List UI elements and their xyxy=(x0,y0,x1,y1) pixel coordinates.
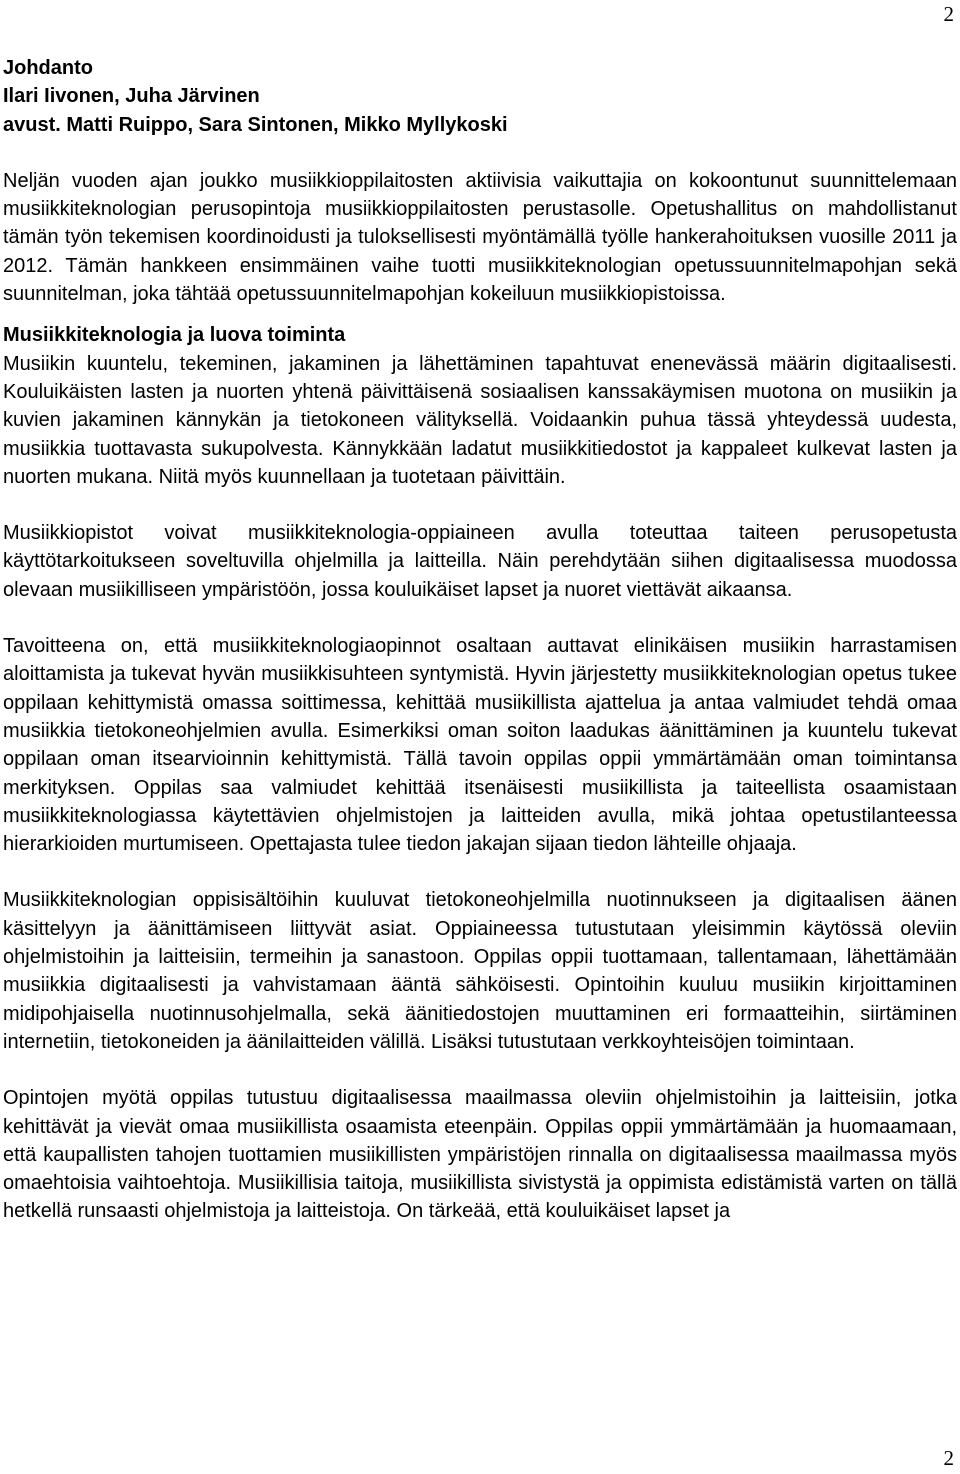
page-number-top: 2 xyxy=(943,2,954,26)
intro-paragraph: Neljän vuoden ajan joukko musiikkioppilaitosten aktiivisia vaikuttajia on kokoontunut suunnittelemaan musiikkiteknologian perusopintoja musiikkioppilaitosten perustasolle. Opetushallitus on mahdollistanut tämän työn tekemisen koordinoidusti ja tuloksellisesti myöntämällä työlle hankerahoituksen vuosille 2011 ja 2012. Tämän hankkeen ensimmäinen vaihe tuotti musiikkiteknologian opetussuunnitelmapohjan sekä suunnitelman, joka tähtää opetussuunnitelmapohjan kokeiluun musiikkiopistoissa. xyxy=(3,169,957,306)
page-number-bottom: 2 xyxy=(943,1446,954,1470)
document-title: Johdanto xyxy=(3,57,93,79)
body-paragraph-5: Opintojen myötä oppilas tutustuu digitaalisessa maailmassa oleviin ohjelmistoihin ja laitteisiin, jotka kehittävät ja vievät omaa musiikillista osaamista eteenpäin. Oppilas oppii ymmärtämään ja huomaamaan, että kaupallisten tahojen tuottamien musiikillisten ympäristöjen rinnalla on digitaalisessa maailmassa myös omaehtoisia vaihtoehtoja. Musiikillisia taitoja, musiikillista sivistystä ja oppimista edistämistä varten on tällä hetkellä runsaasti ohjelmistoja ja laitteistoja. On tärkeää, että kouluikäiset lapset ja xyxy=(3,1087,957,1223)
document-assistants: avust. Matti Ruippo, Sara Sintonen, Mikko Myllykoski xyxy=(3,113,508,136)
body-paragraph-3: Tavoitteena on, että musiikkiteknologiaopinnot osaltaan auttavat elinikäisen musiikin harrastamisen aloittamista ja tukevat hyvän musiikkisuhteen syntymistä. Hyvin järjestetty musiikkiteknologian opetus tukee oppilaan kehittymistä omassa soittimessa, kehittää musiikillista ajattelua ja antaa valmiudet tehdä omaa musiikkia tietokoneohjelmien avulla. Esimerkiksi oman soiton laadukas äänittäminen ja kuuntelu tukevat oppilaan oman itsearvioinnin kehittymistä. Tällä tavoin oppilas oppii ymmärtämään oman toimintansa merkityksen. Oppilas saa valmiudet kehittää itsenäisesti musiikillista ja taiteellista osaamistaan musiikkiteknologiassa käytettävien ohjelmistojen ja laitteiden avulla, mikä johtaa opetustilanteessa hierarkioiden murtumiseen. Opettajasta tulee tiedon jakajan sijaan tiedon lähteille ohjaaja. xyxy=(3,635,957,856)
section-heading: Musiikkiteknologia ja luova toiminta xyxy=(3,324,346,347)
body-paragraph-4: Musiikkiteknologian oppisisältöihin kuuluvat tietokoneohjelmilla nuotinnukseen ja digitaalisen äänen käsittelyyn ja äänittämiseen liittyvät asiat. Oppiaineessa tutustutaan yleisimmin käytössä oleviin ohjelmistoihin ja laitteisiin, termeihin ja sanastoon. Oppilas oppii tuottamaan, tallentamaan, lähettämään musiikkia digitaalisesti ja vahvistamaan ääntä sähköisesti. Opintoihin kuuluu musiikin kirjoittaminen midipohjaisella nuotinnusohjelmalla, sekä äänitiedostojen muuttaminen eri formaatteihin, siirtäminen internetiin, tietokoneiden ja äänilaitteiden välillä. Lisäksi tutustutaan verkkoyhteisöjen toimintaan. xyxy=(3,889,957,1053)
body-paragraph-1: Musiikin kuuntelu, tekeminen, jakaminen ja lähettäminen tapahtuvat enenevässä määrin digitaalisesti. Kouluikäisten lasten ja nuorten yhtenä päivittäisenä sosiaalisen kanssakäymisen muotona on musiikin ja kuvien jakaminen kännykän ja tietokoneen välityksellä. Voidaankin puhua tässä yhteydessä uudesta, musiikkia tuottavasta sukupolvesta. Kännykkään ladatut musiikkitiedostot ja kappaleet kulkevat lasten ja nuorten mukana. Niitä myös kuunnellaan ja tuotetaan päivittäin. xyxy=(3,352,957,488)
document-header xyxy=(3,54,957,139)
document-body xyxy=(3,54,957,1226)
body-paragraph-2: Musiikkiopistot voivat musiikkiteknologia-oppiaineen avulla toteuttaa taiteen perusopetusta käyttötarkoitukseen soveltuvilla ohjelmilla ja laitteilla. Näin perehdytään siihen digitaalisessa muodossa olevaan musiikilliseen ympäristöön, jossa kouluikäiset lapset ja nuoret viettävät aikaansa. xyxy=(3,522,957,601)
document-authors: Ilari Iivonen, Juha Järvinen xyxy=(3,85,260,108)
